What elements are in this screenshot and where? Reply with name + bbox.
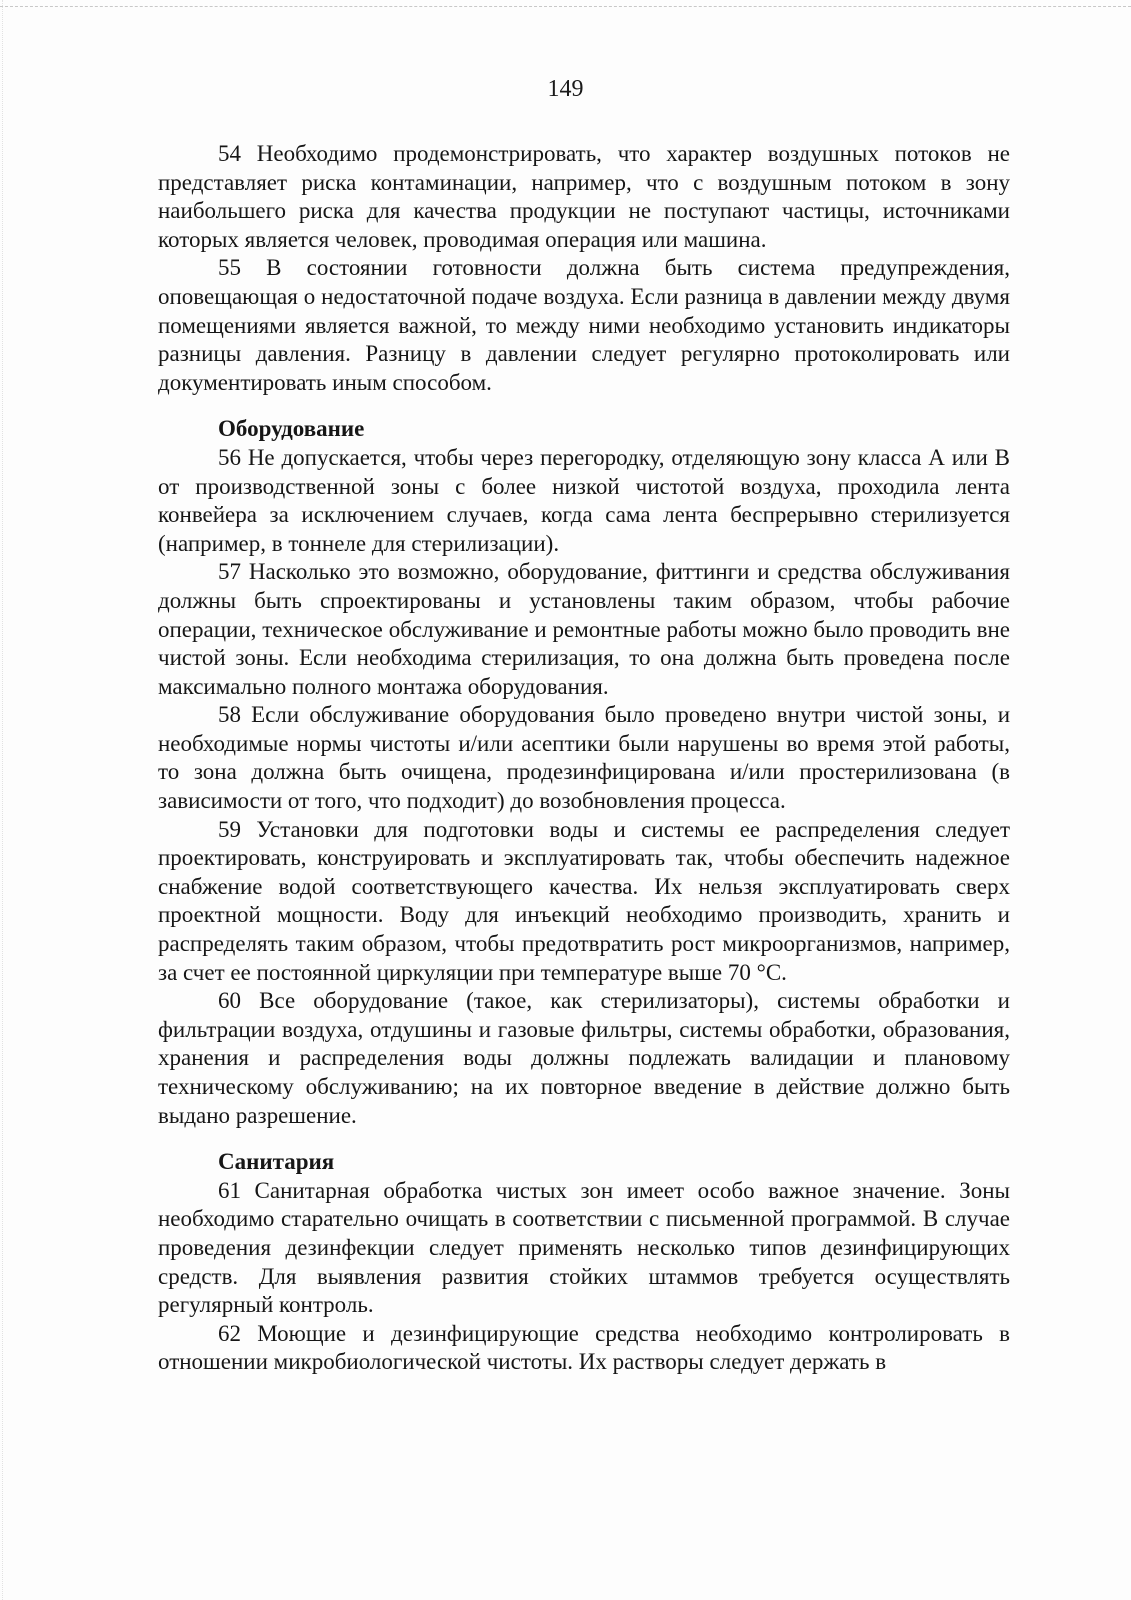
page-number: 149 [547,76,584,102]
paragraph-59: 59 Установки для подготовки воды и системы ее распределения следует проектировать, конструировать и эксплуатировать так, чтобы обеспечить надежное снабжение водой соответствующего качества. Их нельзя эксплуатировать сверх проектной мощности. Воду для инъекций необходимо производить, хранить и распределять таким образом, чтобы предотвратить рост микроорганизмов, например, за счет ее постоянной циркуляции при температуре выше 70 °С. [158,816,1010,985]
paragraph-56: 56 Не допускается, чтобы через перегородку, отделяющую зону класса А или В от производственной зоны с более низкой чистотой воздуха, проходила лента конвейера за исключением случаев, когда сама лента беспрерывно стерилизуется (например, в тоннеле для стерилизации). [158,444,1010,556]
paragraph-62: 62 Моющие и дезинфицирующие средства необходимо контролировать в отношении микробиологической чистоты. Их растворы следует держать в [158,1320,1010,1375]
section-heading-sanitation: Санитария [218,1149,335,1175]
paragraph-61: 61 Санитарная обработка чистых зон имеет особо важное значение. Зоны необходимо старательно очищать в соответствии с письменной программой. В случае проведения дезинфекции следует применять несколько типов дезинфицирующих средств. Для выявления развития стойких штаммов требуется осуществлять регулярный контроль. [158,1177,1010,1318]
paragraph-58: 58 Если обслуживание оборудования было проведено внутри чистой зоны, и необходимые нормы чистоты и/или асептики были нарушены во время этой работы, то зона должна быть очищена, продезинфицирована и/или простерилизована (в зависимости от того, что подходит) до возобновления процесса. [158,702,1010,814]
paragraph-60: 60 Все оборудование (такое, как стерилизаторы), системы обработки и фильтрации воздуха, отдушины и газовые фильтры, системы обработки, образования, хранения и распределения воды должны подлежать валидации и плановому техническому обслуживанию; на их повторное введение в действие должно быть выдано разрешение. [158,988,1010,1128]
paragraph-57: 57 Насколько это возможно, оборудование, фиттинги и средства обслуживания должны быть спроектированы и установлены таким образом, чтобы рабочие операции, техническое обслуживание и ремонтные работы можно было проводить вне чистой зоны. Если необходима стерилизация, то она должна быть проведена после максимально полного монтажа оборудования. [158,559,1010,699]
document-body [158,140,1010,1377]
scan-left-edge [2,0,3,1600]
scan-top-edge [0,6,1131,7]
section-heading-equipment: Оборудование [218,416,365,442]
paragraph-55: 55 В состоянии готовности должна быть система предупреждения, оповещающая о недостаточной подаче воздуха. Если разница в давлении между двумя помещениями является важной, то между ними необходимо установить индикаторы разницы давления. Разницу в давлении следует регулярно протоколировать или документировать иным способом. [158,255,1010,395]
paragraph-54: 54 Необходимо продемонстрировать, что характер воздушных потоков не представляет риска контаминации, например, что с воздушным потоком в зону наибольшего риска для качества продукции не поступают частицы, источниками которых является человек, проводимая операция или машина. [158,141,1010,252]
